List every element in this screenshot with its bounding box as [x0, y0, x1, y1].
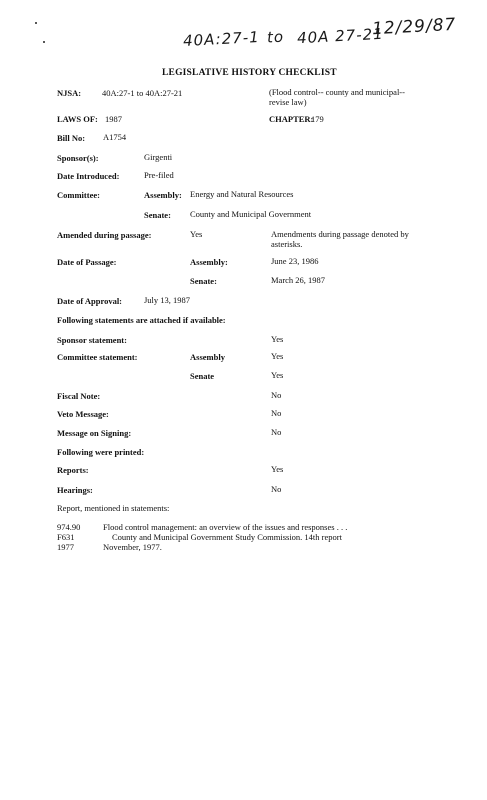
- date-introduced-value: Pre-filed: [144, 170, 174, 180]
- committee-statement-assembly-label: Assembly: [190, 352, 225, 362]
- njsa-note: (Flood control-- county and municipal-- revise law): [269, 87, 405, 107]
- reports-value: Yes: [271, 464, 284, 474]
- handwritten-date: 12/29/87: [371, 14, 457, 40]
- scan-speck: [43, 41, 45, 43]
- date-introduced-label: Date Introduced:: [57, 171, 120, 181]
- passage-senate-value: March 26, 1987: [271, 275, 326, 285]
- committee-assembly-label: Assembly:: [144, 190, 182, 200]
- approval-label: Date of Approval:: [57, 296, 123, 306]
- citation-call-number: F631: [57, 532, 75, 542]
- report-mentioned-heading: Report, mentioned in statements:: [57, 503, 170, 513]
- approval-value: July 13, 1987: [144, 295, 191, 305]
- committee-statement-senate-label: Senate: [190, 371, 215, 381]
- veto-message-label: Veto Message:: [57, 409, 109, 419]
- amended-label: Amended during passage:: [57, 230, 152, 240]
- committee-statement-assembly-value: Yes: [271, 351, 284, 361]
- reports-label: Reports:: [57, 465, 89, 475]
- sponsor-label: Sponsor(s):: [57, 153, 99, 163]
- hearings-value: No: [271, 484, 282, 494]
- sponsor-statement-label: Sponsor statement:: [57, 335, 127, 345]
- veto-message-value: No: [271, 408, 282, 418]
- scan-speck: [35, 22, 37, 24]
- laws-of-label: LAWS OF:: [57, 114, 98, 124]
- page-title: LEGISLATIVE HISTORY CHECKLIST: [162, 68, 337, 78]
- amended-value: Yes: [190, 229, 203, 239]
- handwritten-to: to: [266, 27, 285, 47]
- sponsor-value: Girgenti: [144, 152, 173, 162]
- njsa-value: 40A:27-1 to 40A:27-21: [102, 88, 183, 98]
- committee-statement-label: Committee statement:: [57, 352, 138, 362]
- committee-label: Committee:: [57, 190, 100, 200]
- handwritten-range-start: 40A:27-1: [182, 28, 261, 50]
- chapter-value: 179: [311, 114, 324, 124]
- committee-statement-senate-value: Yes: [271, 370, 284, 380]
- citation-title: Flood control management: an overview of the issues and responses . . .: [103, 522, 348, 532]
- fiscal-note-value: No: [271, 390, 282, 400]
- message-signing-value: No: [271, 427, 282, 437]
- chapter-label: CHAPTER:: [269, 114, 314, 124]
- bill-no-label: Bill No:: [57, 133, 86, 143]
- bill-no-value: A1754: [103, 132, 127, 142]
- committee-assembly-value: Energy and Natural Resources: [190, 189, 294, 199]
- amended-note: Amendments during passage denoted by asterisks.: [271, 229, 409, 249]
- fiscal-note-label: Fiscal Note:: [57, 391, 101, 401]
- committee-senate-label: Senate:: [144, 210, 171, 220]
- following-attached-heading: Following statements are attached if available:: [57, 315, 226, 325]
- citation-date: November, 1977.: [103, 542, 162, 552]
- laws-of-value: 1987: [105, 114, 122, 124]
- passage-assembly-value: June 23, 1986: [271, 256, 319, 266]
- passage-assembly-label: Assembly:: [190, 257, 228, 267]
- njsa-label: NJSA:: [57, 88, 82, 98]
- citation-author: County and Municipal Government Study Commission. 14th report: [112, 532, 342, 542]
- sponsor-statement-value: Yes: [271, 334, 284, 344]
- message-signing-label: Message on Signing:: [57, 428, 132, 438]
- citation-call-number: 1977: [57, 542, 74, 552]
- passage-senate-label: Senate:: [190, 276, 217, 286]
- handwritten-range-end: 40A 27-21: [296, 24, 385, 48]
- committee-senate-value: County and Municipal Government: [190, 209, 312, 219]
- hearings-label: Hearings:: [57, 485, 93, 495]
- citation-call-number: 974.90: [57, 522, 81, 532]
- following-printed-heading: Following were printed:: [57, 447, 145, 457]
- passage-label: Date of Passage:: [57, 257, 117, 267]
